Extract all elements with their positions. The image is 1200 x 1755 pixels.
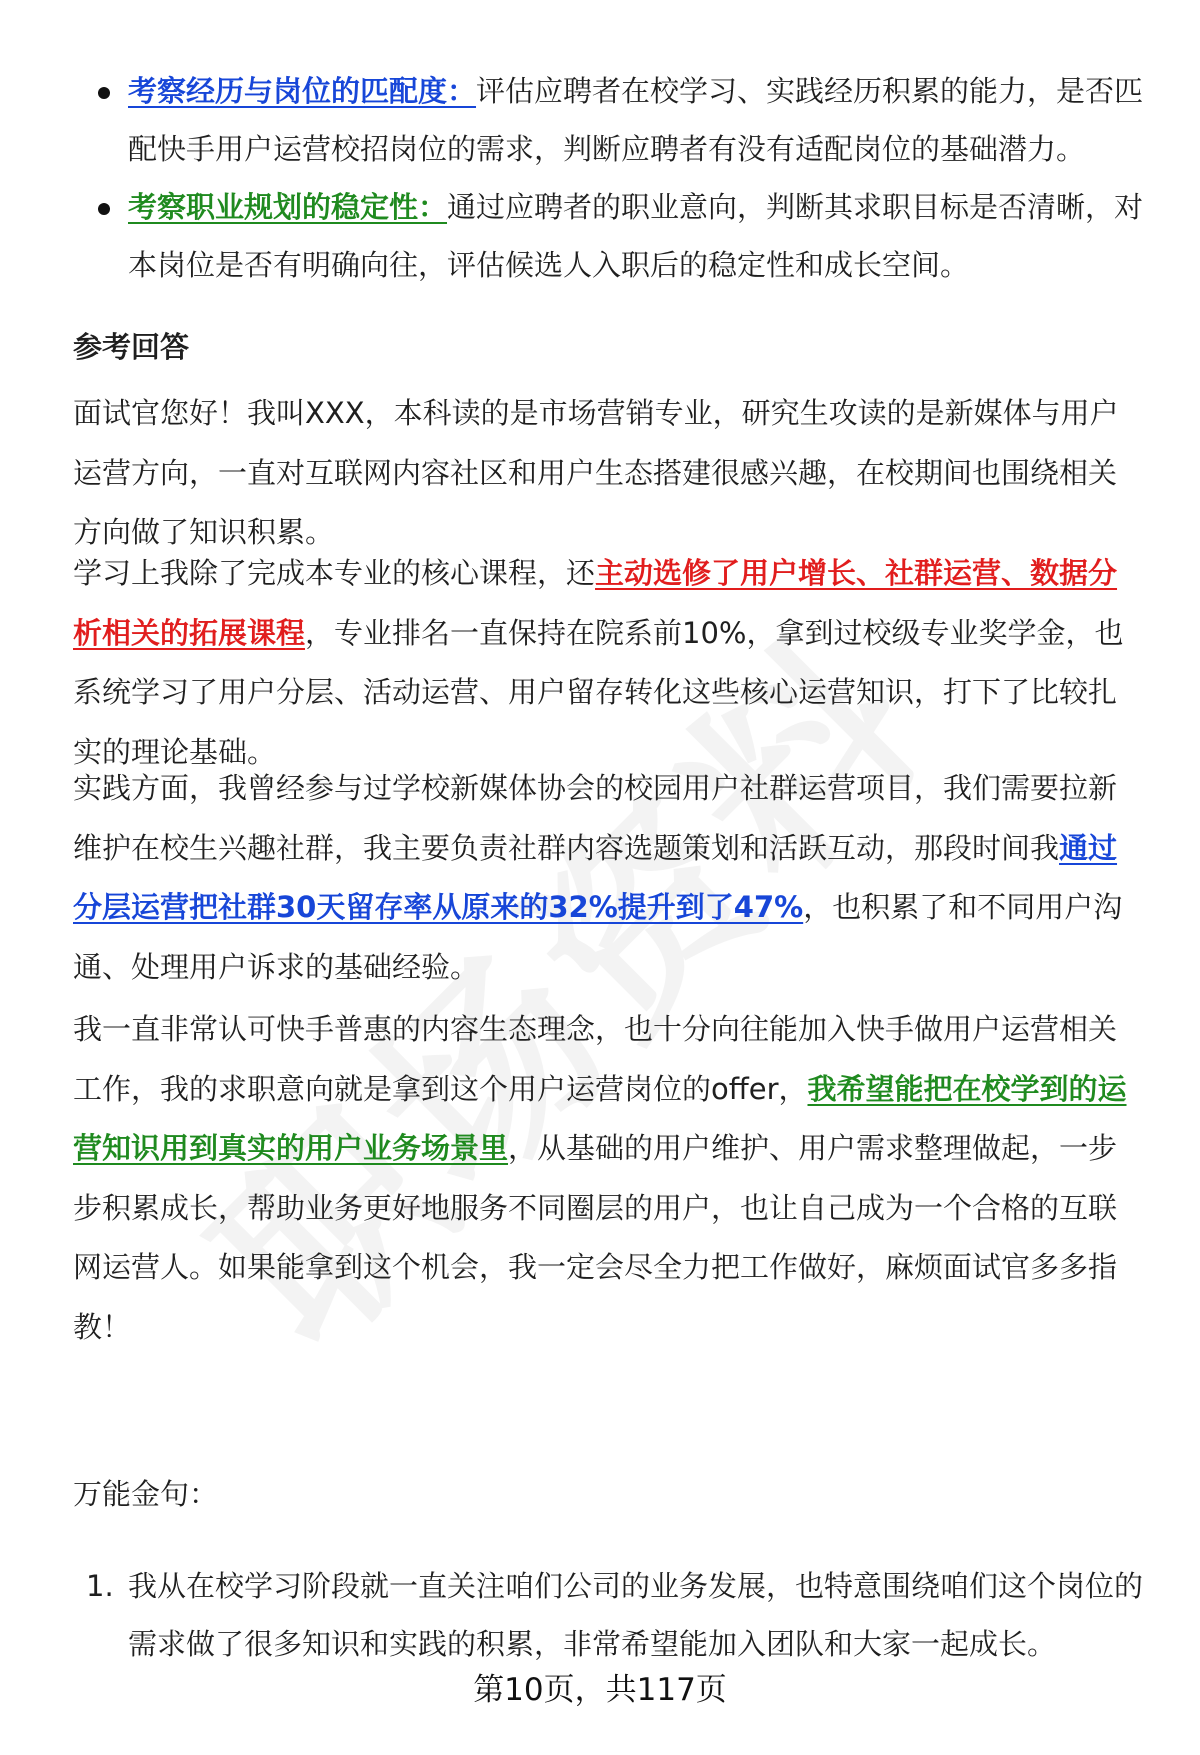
list-item-text: 我从在校学习阶段就一直关注咱们公司的业务发展，也特意围绕咱们这个岗位的需求做了很多知识和实践的积累，非常希望能加入团队和大家一起成长。	[128, 1569, 1144, 1661]
study-text-pre: 学习上我除了完成本专业的核心课程，还	[73, 556, 596, 590]
intent-highlight: 我希望能把在校学到的运营知识用到真实的用户业务场景里	[73, 1071, 1127, 1165]
practice-text-post: ，也积累了和不同用户沟通、处理用户诉求的基础经验。	[73, 890, 1123, 984]
list-item	[0, 1557, 1200, 1673]
bullet-text-stability: 通过应聘者的职业意向，判断其求职目标是否清晰，对本岗位是否有明确向往，评估候选人入职后的稳定性和成长空间。	[128, 190, 1144, 282]
practice-highlight: 通过分层运营把社群30天留存率从原来的32%提升到了47%	[73, 830, 1118, 924]
list-item	[0, 178, 1200, 294]
intent-text-pre: 我一直非常认可快手普惠的内容生态理念，也十分向往能加入快手做用户运营相关工作，我的求职意向就是拿到这个用户运营岗位的offer，	[73, 1012, 1118, 1106]
study-highlight: 主动选修了用户增长、社群运营、数据分析相关的拓展课程	[73, 556, 1118, 650]
evaluation-points-list	[0, 62, 1200, 294]
list-item-number: 1.	[86, 1569, 114, 1603]
golden-sentence-list	[0, 1557, 1200, 1673]
bullet-label-match: 考察经历与岗位的匹配度：	[128, 74, 477, 108]
paragraph-practice	[73, 759, 1145, 997]
page-footer: 第10页，共117页	[473, 1672, 727, 1708]
bullet-label-stability: 考察职业规划的稳定性：	[128, 190, 448, 224]
paragraph-intent	[73, 1000, 1145, 1357]
list-item	[0, 62, 1200, 178]
paragraph-study	[73, 544, 1145, 782]
practice-text-pre: 实践方面，我曾经参与过学校新媒体协会的校园用户社群运营项目，我们需要拉新维护在校生兴趣社群，我主要负责社群内容选题策划和活跃互动，那段时间我	[73, 771, 1118, 865]
golden-sentence-title: 万能金句：	[73, 1477, 219, 1511]
section-title: 参考回答	[73, 330, 190, 364]
study-text-post: ，专业排名一直保持在院系前10%，拿到过校级专业奖学金，也系统学习了用户分层、活动运营、用户留存转化这些核心运营知识，打下了比较扎实的理论基础。	[73, 615, 1124, 769]
paragraph-intro: 面试官您好！我叫XXX，本科读的是市场营销专业，研究生攻读的是新媒体与用户运营方向，一直对互联网内容社区和用户生态搭建很感兴趣，在校期间也围绕相关方向做了知识积累。	[73, 396, 1119, 549]
intent-text-post: ，从基础的用户维护、用户需求整理做起，一步步积累成长，帮助业务更好地服务不同圈层的用户，也让自己成为一个合格的互联网运营人。如果能拿到这个机会，我一定会尽全力把工作做好，麻烦面试官多多指教！	[73, 1131, 1118, 1344]
bullet-text-match: 评估应聘者在校学习、实践经历积累的能力，是否匹配快手用户运营校招岗位的需求，判断应聘者有没有适配岗位的基础潜力。	[128, 74, 1144, 166]
